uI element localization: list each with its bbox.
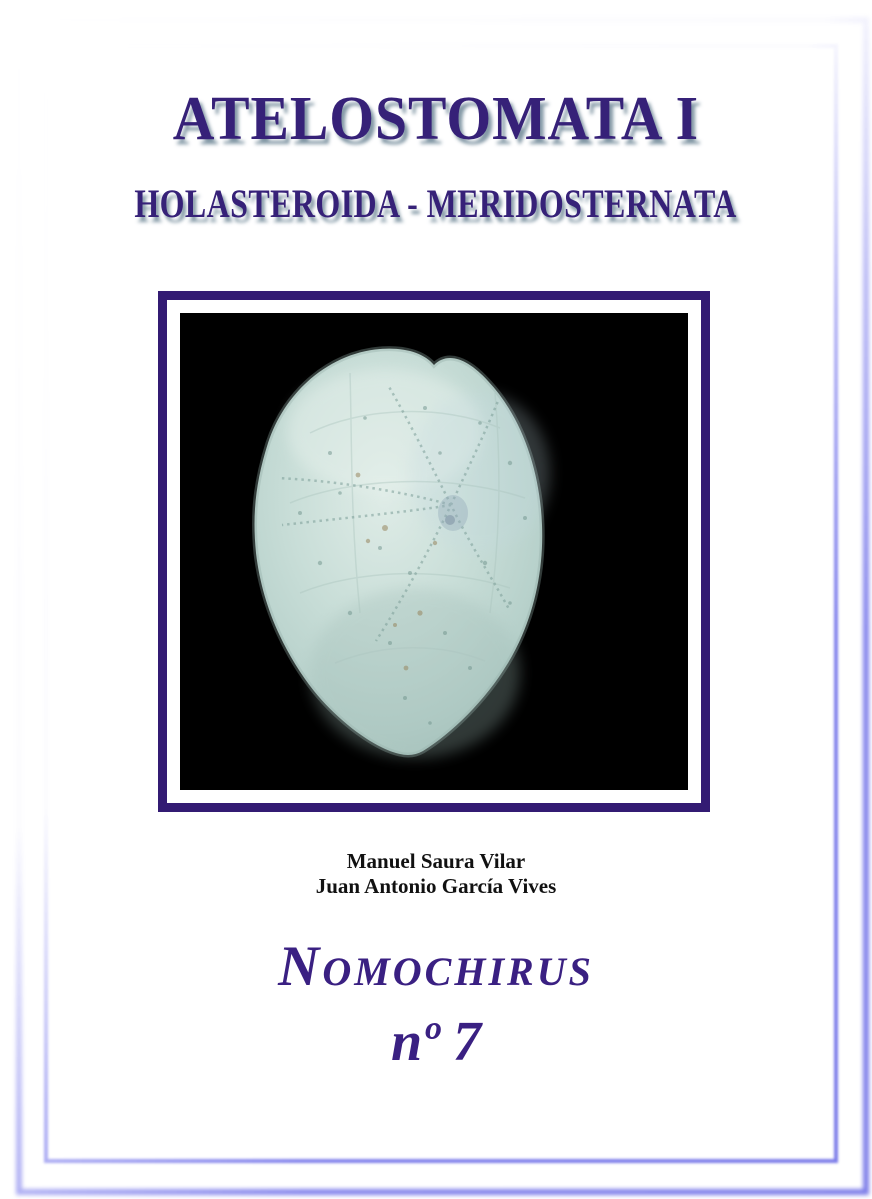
series-title <box>0 935 872 998</box>
author-2: Juan Antonio García Vives <box>315 874 557 898</box>
figure-frame <box>158 291 710 812</box>
authors-block <box>0 849 872 899</box>
apical-disc <box>438 495 468 531</box>
page-subtitle <box>0 181 872 226</box>
page-title <box>0 85 872 153</box>
echinoid-photo <box>180 313 688 790</box>
page-subtitle-text: HOLASTEROIDA - MERIDOSTERNATA <box>134 181 738 226</box>
page-title-text: ATELOSTOMATA I <box>172 85 700 153</box>
series-issue-text: nº 7 <box>391 1011 481 1073</box>
author-1: Manuel Saura Vilar <box>346 849 526 873</box>
series-issue-number <box>0 1011 872 1073</box>
series-title-text: Nomochirus <box>278 935 594 998</box>
